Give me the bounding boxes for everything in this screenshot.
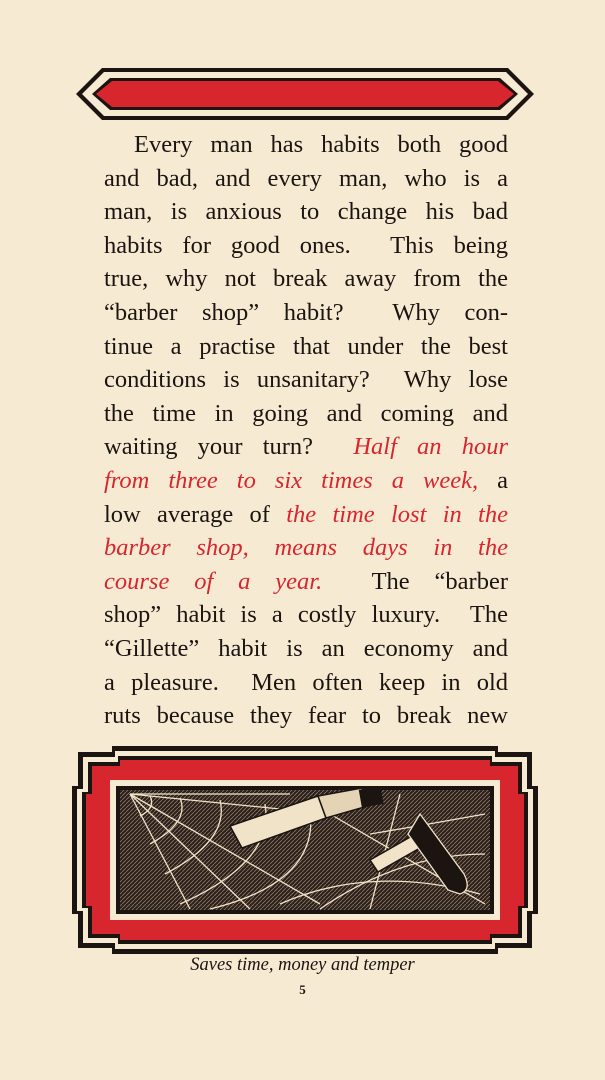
text-line: [104, 699, 508, 733]
text-line: [104, 195, 508, 229]
text-line: [104, 330, 508, 364]
body-text: the time in going and coming and: [104, 399, 508, 427]
text-line: [104, 229, 508, 263]
body-text: and bad, and every man, who is a: [104, 164, 508, 192]
illustration-caption: Saves time, money and temper: [190, 955, 415, 975]
text-line: [104, 598, 508, 632]
text-line: [104, 498, 508, 532]
body-text: “barber shop” habit? Why con-: [104, 298, 508, 326]
page-number: 5: [299, 982, 306, 997]
text-line: [104, 128, 508, 162]
body-text: a: [478, 466, 508, 494]
top-arrow-ornament: [70, 64, 540, 124]
text-line: [104, 162, 508, 196]
emphasis-text: barber shop, means days in the: [104, 534, 508, 562]
body-text: ruts because they fear to break new: [104, 702, 508, 730]
body-text: true, why not break away from the: [104, 265, 508, 293]
text-line: [104, 464, 508, 498]
emphasis-text: Half an hour: [353, 433, 508, 461]
illustration-frame: [70, 744, 540, 956]
text-line: [104, 565, 508, 599]
text-line: [104, 262, 508, 296]
text-line: [104, 430, 508, 464]
body-text: shop” habit is a costly luxury. The: [104, 601, 508, 629]
body-text: Every man has habits both good: [134, 131, 508, 158]
emphasis-text: from three to six times a week,: [104, 466, 479, 494]
text-line: [104, 397, 508, 431]
body-text: The “barber: [322, 567, 508, 595]
text-line: [104, 531, 508, 565]
body-text: conditions is unsanitary? Why lose: [104, 366, 508, 394]
text-line: [104, 296, 508, 330]
body-text: “Gillette” habit is an economy and: [104, 634, 508, 662]
text-line: [104, 632, 508, 666]
text-line: [104, 666, 508, 700]
body-text: habits for good ones. This being: [104, 231, 508, 259]
body-text: man, is anxious to change his bad: [104, 198, 508, 226]
emphasis-text: course of a year.: [104, 567, 323, 595]
body-paragraph: [104, 128, 508, 733]
body-text: a pleasure. Men often keep in old: [104, 668, 508, 696]
text-line: [104, 363, 508, 397]
body-text: tinue a practise that under the best: [104, 332, 508, 360]
body-text: waiting your turn?: [104, 433, 354, 461]
emphasis-text: the time lost in the: [286, 500, 508, 528]
body-text: low average of: [104, 500, 287, 528]
